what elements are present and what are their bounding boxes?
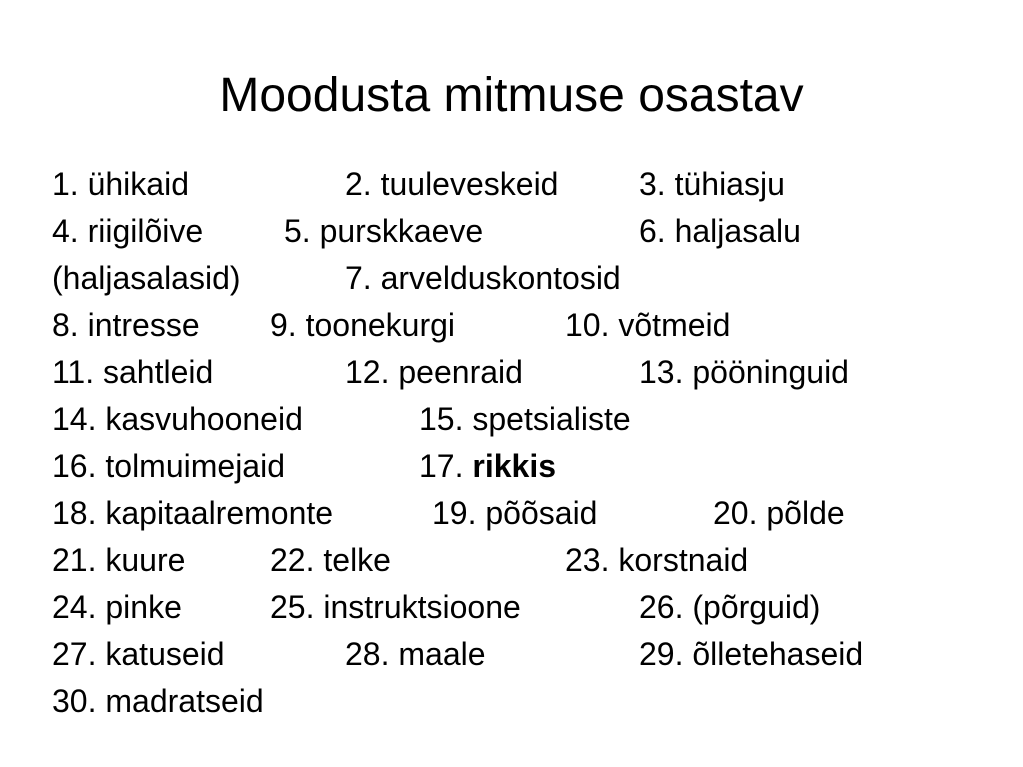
list-item: 6. haljasalu — [639, 213, 801, 249]
list-item: 18. kapitaalremonte — [52, 495, 334, 531]
list-line — [52, 584, 1012, 631]
list-item: 10. võtmeid — [565, 307, 731, 343]
list-line — [52, 302, 1012, 349]
list-line — [52, 396, 1012, 443]
list-item: 13. pööninguid — [639, 354, 849, 390]
list-item: 14. kasvuhooneid — [52, 401, 303, 437]
list-line — [52, 537, 1012, 584]
list-item: 3. tühiasju — [639, 166, 785, 202]
list-item: 23. korstnaid — [565, 542, 749, 578]
list-item: 26. (põrguid) — [639, 589, 821, 625]
list-line — [52, 490, 1012, 537]
list-item: 16. tolmuimejaid — [52, 448, 285, 484]
list-line — [52, 349, 1012, 396]
list-line — [52, 255, 1012, 302]
list-item: 11. sahtleid — [52, 354, 214, 390]
list-line — [52, 161, 1012, 208]
list-item: 29. õlletehaseid — [639, 636, 864, 672]
list-item-bold-word: rikkis — [472, 448, 556, 484]
list-item: 5. purskkaeve — [284, 213, 484, 249]
list-item: 8. intresse — [52, 307, 200, 343]
list-line — [52, 678, 1012, 725]
list-item: 1. ühikaid — [52, 166, 189, 202]
list-line — [52, 443, 1012, 490]
list-item: 30. madratseid — [52, 683, 264, 719]
list-item: 20. põlde — [713, 495, 845, 531]
list-item: 25. instruktsioone — [270, 589, 521, 625]
list-item: 27. katuseid — [52, 636, 225, 672]
list-item: 15. spetsialiste — [419, 401, 631, 437]
slide-title: Moodusta mitmuse osastav — [219, 69, 804, 122]
list-item: 12. peenraid — [345, 354, 523, 390]
list-item-number: 17. — [419, 448, 473, 484]
list-item — [419, 443, 556, 490]
exercise-list — [52, 161, 1012, 725]
list-item: 24. pinke — [52, 589, 182, 625]
list-item: 4. riigilõive — [52, 213, 204, 249]
list-item: 28. maale — [345, 636, 486, 672]
list-item: 21. kuure — [52, 542, 186, 578]
list-item: 22. telke — [270, 542, 391, 578]
list-line — [52, 631, 1012, 678]
list-item: 2. tuuleveskeid — [345, 166, 559, 202]
list-item: 7. arvelduskontosid — [345, 260, 621, 296]
list-line — [52, 208, 1012, 255]
list-item: 9. toonekurgi — [270, 307, 456, 343]
list-item: 19. põõsaid — [432, 495, 598, 531]
list-item: (haljasalasid) — [52, 260, 241, 296]
